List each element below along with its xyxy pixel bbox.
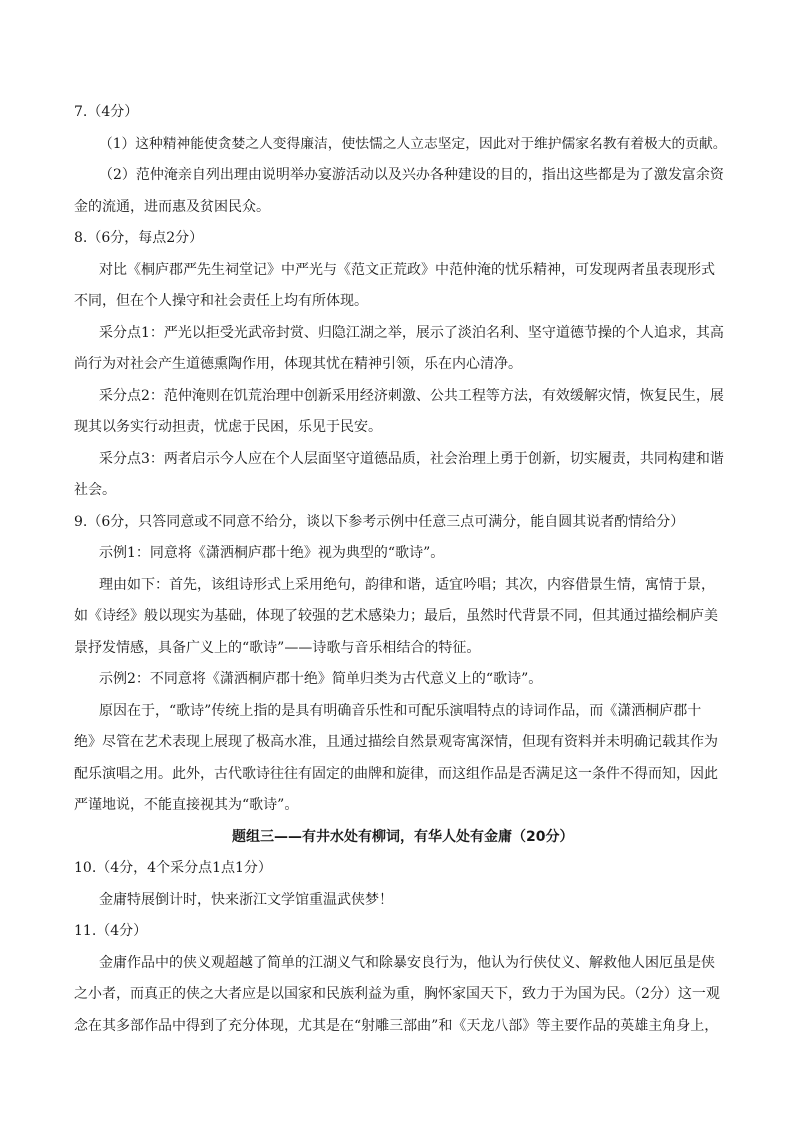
answer-11-text-cont-2: 念在其多部作品中得到了充分体现，尤其是在“射雕三部曲”和《天龙八部》等主要作品的英雄主角身上， bbox=[74, 1018, 719, 1034]
answer-8-header: 8.（6分，每点2分） bbox=[74, 230, 204, 246]
answer-8-intro-cont: 不同，但在个人操守和社会责任上均有所体现。 bbox=[74, 293, 368, 309]
answer-10-header: 10.（4分，4个采分点1点1分） bbox=[74, 860, 272, 876]
answer-11-text-cont-1: 之小者，而真正的侠之大者应是以国家和民族利益为重，胸怀家国天下，致力于为国为民。（2分）这一观 bbox=[74, 986, 720, 1002]
answer-9-cause-cont-1: 绝》尽管在艺术表现上展现了极高水准，且通过描绘自然景观寄寓深情，但现有资料并未明确记载其作为 bbox=[74, 734, 718, 750]
answer-7-point-2: （2）范仲淹亲自列出理由说明举办宴游活动以及兴办各种建设的目的，指出这些都是为了激发富余资 bbox=[99, 167, 724, 183]
answer-9-cause-cont-3: 严谨地说，不能直接视其为“歌诗”。 bbox=[74, 797, 299, 813]
answer-9-cause-cont-2: 配乐演唱之用。此外，古代歌诗往往有固定的曲牌和旋律，而这组作品是否满足这一条件不得而知，因此 bbox=[74, 766, 718, 782]
answer-7-header: 7.（4分） bbox=[74, 104, 139, 120]
answer-9-header: 9.（6分，只答同意或不同意不给分，谈以下参考示例中任意三点可满分，能自圆其说者酌情给分） bbox=[74, 514, 685, 530]
answer-11-header: 11.（4分） bbox=[74, 923, 148, 939]
answer-9-reason: 理由如下：首先，该组诗形式上采用绝句，韵律和谐，适宜吟唱；其次，内容借景生情，寓情于景， bbox=[99, 577, 715, 593]
answer-7-point-2-cont: 金的流通，进而惠及贫困民众。 bbox=[74, 199, 270, 215]
answer-11-text: 金庸作品中的侠义观超越了简单的江湖义气和除暴安良行为，他认为行侠仗义、解救他人困厄虽是侠 bbox=[99, 955, 715, 971]
answer-9-reason-cont-2: 景抒发情感，具备广义上的“歌诗”——诗歌与音乐相结合的特征。 bbox=[74, 640, 481, 656]
answer-7-point-1: （1）这种精神能使贪婪之人变得廉洁，使怯懦之人立志坚定，因此对于维护儒家名教有着极大的贡献。 bbox=[99, 136, 727, 152]
answer-8-point-3-cont: 社会。 bbox=[74, 482, 116, 498]
answer-8-point-1-cont: 尚行为对社会产生道德熏陶作用，体现其忧在精神引领，乐在内心清净。 bbox=[74, 356, 522, 372]
answer-9-example-2: 示例2：不同意将《潇洒桐庐郡十绝》简单归类为古代意义上的“歌诗”。 bbox=[99, 671, 543, 687]
answer-10-text: 金庸特展倒计时，快来浙江文学馆重温武侠梦！ bbox=[99, 892, 393, 908]
answer-9-example-1: 示例1：同意将《潇洒桐庐郡十绝》视为典型的“歌诗”。 bbox=[99, 545, 445, 561]
answer-9-reason-cont-1: 如《诗经》般以现实为基础，体现了较强的艺术感染力；最后，虽然时代背景不同，但其通过描绘桐庐美 bbox=[74, 608, 718, 624]
answer-8-point-3: 采分点3：两者启示今人应在个人层面坚守道德品质，社会治理上勇于创新，切实履责，共同构建和谐 bbox=[99, 451, 724, 467]
answer-8-point-1: 采分点1：严光以拒受光武帝封赏、归隐江湖之举，展示了淡泊名利、坚守道德节操的个人追求，其高 bbox=[99, 325, 724, 341]
answer-8-point-2-cont: 现其以务实行动担责，忧虑于民困，乐见于民安。 bbox=[74, 419, 382, 435]
answer-8-point-2: 采分点2：范仲淹则在饥荒治理中创新采用经济刺激、公共工程等方法，有效缓解灾情，恢复民生，展 bbox=[99, 388, 724, 404]
section-heading-group-3: 题组三——有井水处有柳词，有华人处有金庸（20分） bbox=[232, 829, 574, 845]
answer-9-cause: 原因在于，“歌诗”传统上指的是具有明确音乐性和可配乐演唱特点的诗词作品，而《潇洒桐庐郡十 bbox=[99, 703, 702, 719]
answer-8-intro: 对比《桐庐郡严先生祠堂记》中严光与《范文正荒政》中范仲淹的忧乐精神，可发现两者虽表现形式 bbox=[99, 262, 715, 278]
